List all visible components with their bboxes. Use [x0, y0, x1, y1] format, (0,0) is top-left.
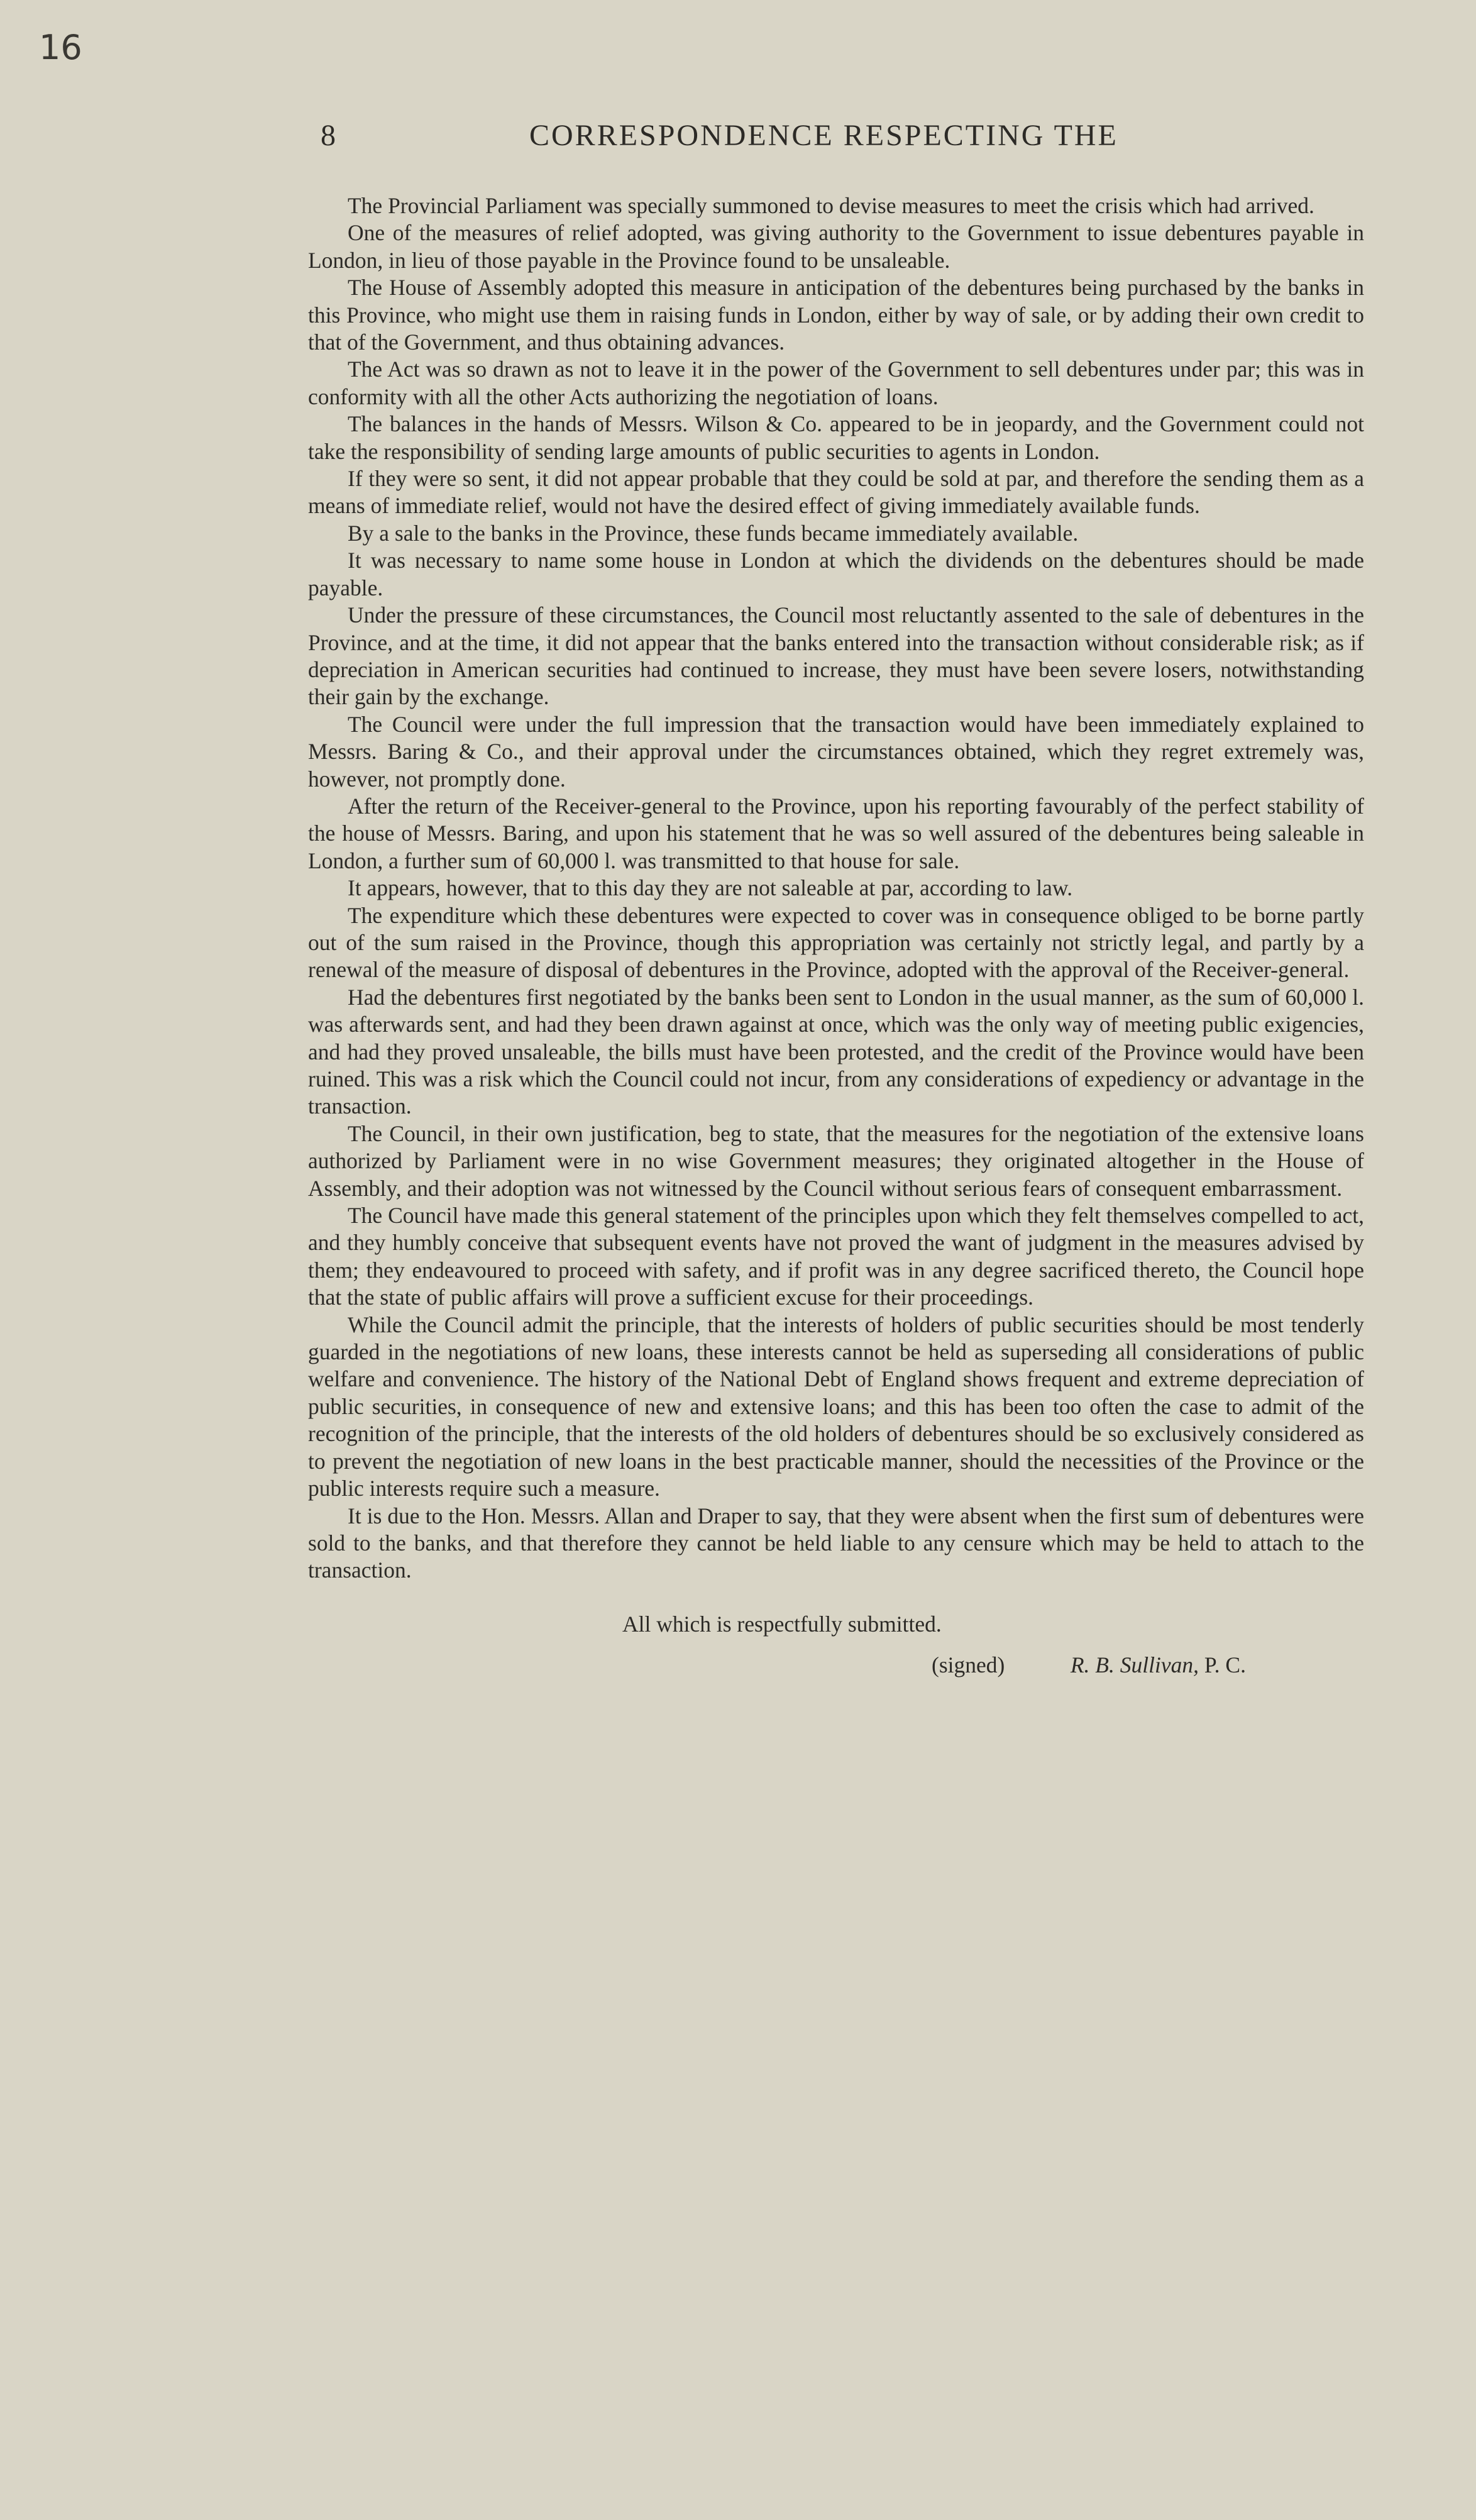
paragraph: The Act was so drawn as not to leave it in the power of the Government to sell debentures under par; this was in conformity with all the other Acts authorizing the negotiation of loans. — [308, 356, 1364, 409]
paragraph: The Council have made this general statement of the principles upon which they felt themselves compelled to act, and they humbly conceive that subsequent events have not proved the want of judgment in the measures advised by them; they endeavoured to proceed with safety, and if profit was in any degree sacrificed thereto, the Council hope that the state of public affairs will prove a sufficient excuse for their proceedings. — [308, 1203, 1364, 1310]
paragraph: It was necessary to name some house in London at which the dividends on the debentures should be made payable. — [308, 548, 1364, 600]
paragraph: The Provincial Parliament was specially summoned to devise measures to meet the crisis which had arrived. — [348, 193, 1314, 218]
signatory-title: P. C. — [1204, 1652, 1246, 1678]
scan-page-number: 16 — [39, 28, 82, 67]
running-head — [308, 113, 1364, 163]
paragraph: While the Council admit the principle, that the interests of holders of public securities should be most tenderly guarded in the negotiations of new loans, these interests cannot be held as superseding all considerations of public welfare and convenience. The history of the National Debt of England shows frequent and extreme depreciation of public securities, in consequence of new and extensive loans; and this has been too often the case to admit of the recognition of the principle, that the interests of the old holders of debentures should be so exclusively considered as to prevent the negotiation of new loans in the best practicable manner, should the necessities of the Province or the public interests require such a measure. — [308, 1312, 1364, 1501]
paragraph: Had the debentures first negotiated by the banks been sent to London in the usual manner, as the sum of 60,000 l. was afterwards sent, and had they been drawn against at once, which was the only way of meeting public exigencies, and had they proved unsaleable, the bills must have been protested, and the credit of the Province would have been ruined. This was a risk which the Council could not incur, from any considerations of expediency or advantage in the transaction. — [308, 984, 1364, 1119]
paragraph: It appears, however, that to this day they are not saleable at par, according to law. — [348, 875, 1073, 901]
paragraph: The Council, in their own justification, beg to state, that the measures for the negotiation of the extensive loans authorized by Parliament were in no wise Government measures; they originated altogether in the House of Assembly, and their adoption was not witnessed by the Council without serious fears of consequent embarrassment. — [308, 1120, 1364, 1201]
paragraph: The House of Assembly adopted this measure in anticipation of the debentures being purchased by the banks in this Province, who might use them in raising funds in London, either by way of sale, or by adding their own credit to that of the Government, and thus obtaining advances. — [308, 275, 1364, 355]
paragraph: If they were so sent, it did not appear probable that they could be sold at par, and therefore the sending them as a means of immediate relief, would not have the desired effect of giving immediately available funds. — [308, 466, 1364, 519]
paragraph: One of the measures of relief adopted, was giving authority to the Government to issue debentures payable in London, in lieu of those payable in the Province found to be unsaleable. — [308, 220, 1364, 273]
closing-line: All which is respectfully submitted. — [622, 1611, 942, 1637]
paragraph: Under the pressure of these circumstances, the Council most reluctantly assented to the sale of debentures in the Province, and at the time, it did not appear that the banks entered into the transaction without considerable risk; as if depreciation in American securities had continued to increase, they must have been severe losers, notwithstanding their gain by the exchange. — [308, 602, 1364, 710]
paragraph: After the return of the Receiver-general to the Province, upon his reporting favourably of the perfect stability of the house of Messrs. Baring, and upon his statement that he was so well assured of the debentures being saleable in London, a further sum of 60,000 l. was transmitted to that house for sale. — [308, 793, 1364, 873]
paragraph: By a sale to the banks in the Province, these funds became immediately available. — [348, 520, 1079, 546]
paragraph: The expenditure which these debentures were expected to cover was in consequence obliged to be borne partly out of the sum raised in the Province, though this appropriation was certainly not strictly legal, and partly by a renewal of the measure of disposal of debentures in the Province, adopted with the approval of the Receiver-general. — [308, 902, 1364, 983]
paragraph: It is due to the Hon. Messrs. Allan and Draper to say, that they were absent when the first sum of debentures were sold to the banks, and that therefore they cannot be held liable to any censure which may be held to attach to the transaction. — [308, 1503, 1364, 1583]
paragraph: The Council were under the full impression that the transaction would have been immediately explained to Messrs. Baring & Co., and their approval under the circumstances obtained, which they regret extremely was, however, not promptly done. — [308, 711, 1364, 792]
signature-label: (signed) — [932, 1652, 1005, 1678]
document-page — [308, 113, 1364, 1679]
signature-block — [308, 1652, 1364, 1679]
paragraph: The balances in the hands of Messrs. Wilson & Co. appeared to be in jeopardy, and the Government could not take the responsibility of sending large amounts of public securities to agents in London. — [308, 411, 1364, 464]
running-title: CORRESPONDENCE RESPECTING THE — [529, 119, 1118, 152]
signatory-name: R. B. Sullivan, — [1070, 1652, 1199, 1678]
page-number: 8 — [321, 119, 336, 152]
body-text — [308, 192, 1364, 1584]
